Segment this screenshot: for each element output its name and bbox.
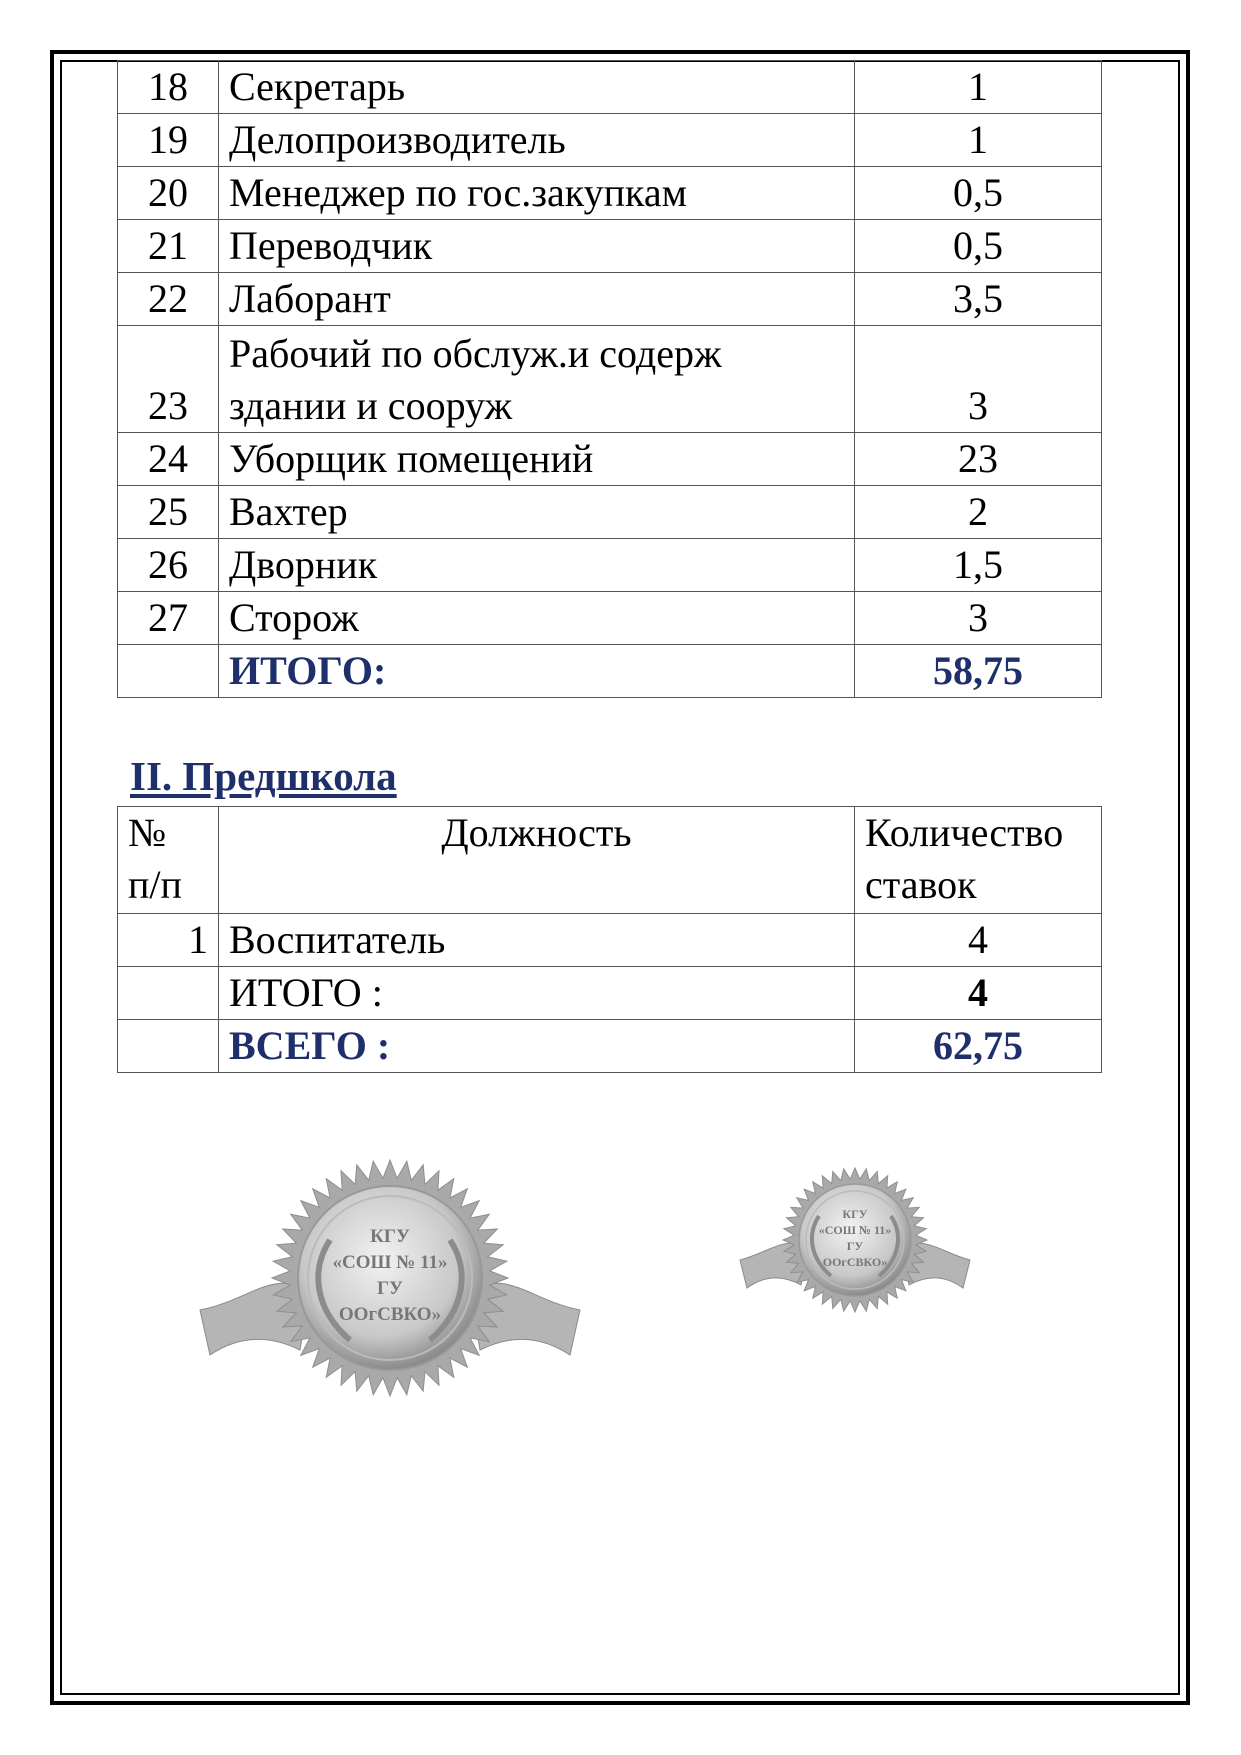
header-position: Должность: [219, 807, 855, 914]
table-row: [118, 539, 1102, 592]
table-row: [118, 592, 1102, 645]
empty-cell: [118, 1020, 219, 1073]
row-number: 18: [118, 61, 219, 114]
seal-emblem-icon: [190, 1150, 590, 1410]
header-quantity-line2: ставок: [865, 862, 977, 907]
rate-count: 0,5: [855, 220, 1102, 273]
position-name: Сторож: [219, 592, 855, 645]
row-number: 23: [118, 326, 219, 433]
table-row: [118, 326, 1102, 433]
total-label: ИТОГО:: [219, 645, 855, 698]
seal-emblem-icon: [735, 1160, 975, 1330]
grand-total-row: [118, 1020, 1102, 1073]
rate-count: 0,5: [855, 167, 1102, 220]
header-quantity-line1: Количество: [865, 810, 1064, 855]
position-name: Дворник: [219, 539, 855, 592]
row-number: 21: [118, 220, 219, 273]
row-number: 25: [118, 486, 219, 539]
position-name: Менеджер по гос.закупкам: [219, 167, 855, 220]
total-row: [118, 645, 1102, 698]
rate-count: 3: [855, 592, 1102, 645]
row-number: 20: [118, 167, 219, 220]
position-name: Переводчик: [219, 220, 855, 273]
seal-text-line3: ГУ: [376, 1278, 404, 1299]
rate-count: 1: [855, 61, 1102, 114]
table-row: [118, 114, 1102, 167]
table-row: [118, 61, 1102, 114]
header-quantity: [855, 807, 1102, 914]
position-name: Вахтер: [219, 486, 855, 539]
empty-cell: [118, 645, 219, 698]
position-name: Лаборант: [219, 273, 855, 326]
position-name: Делопроизводитель: [219, 114, 855, 167]
position-name-line1: Рабочий по обслуж.и содерж: [229, 331, 722, 376]
position-name: Воспитатель: [219, 914, 855, 967]
row-number: 26: [118, 539, 219, 592]
header-number-line1: №: [128, 810, 167, 855]
seal-large: [190, 1150, 590, 1410]
row-number: 19: [118, 114, 219, 167]
subtotal-value: 4: [855, 967, 1102, 1020]
grand-total-value: 62,75: [855, 1020, 1102, 1073]
position-name: Уборщик помещений: [219, 433, 855, 486]
seal-small: [735, 1160, 975, 1330]
seal-small-text-line2: «СОШ № 11»: [818, 1223, 892, 1237]
seal-small-text-line1: КГУ: [842, 1207, 868, 1221]
total-value: 58,75: [855, 645, 1102, 698]
table-row: [118, 220, 1102, 273]
row-number: 22: [118, 273, 219, 326]
row-number: 1: [118, 914, 219, 967]
table-row: [118, 167, 1102, 220]
rate-count: 1: [855, 114, 1102, 167]
rate-count: 4: [855, 914, 1102, 967]
empty-cell: [118, 967, 219, 1020]
position-name: [219, 326, 855, 433]
subtotal-row: [118, 967, 1102, 1020]
position-name: Секретарь: [219, 61, 855, 114]
table-row: [118, 914, 1102, 967]
rate-count: 23: [855, 433, 1102, 486]
seal-text-line2: «СОШ № 11»: [332, 1252, 448, 1273]
seal-text-line1: КГУ: [370, 1226, 410, 1247]
staff-table-main: [117, 60, 1102, 698]
seal-small-text-line3: ГУ: [846, 1239, 864, 1253]
row-number: 27: [118, 592, 219, 645]
seal-small-text-line4: ООгСВКО»: [822, 1255, 888, 1269]
section-title: II. Предшкола: [130, 753, 397, 799]
table-header-row: [118, 807, 1102, 914]
table-row: [118, 433, 1102, 486]
seal-text-line4: ООгСВКО»: [338, 1304, 442, 1325]
header-number-line2: п/п: [128, 862, 182, 907]
position-name-line2: здании и сооруж: [229, 383, 513, 428]
rate-count: 2: [855, 486, 1102, 539]
header-number: [118, 807, 219, 914]
rate-count: 3,5: [855, 273, 1102, 326]
staff-table-preschool: [117, 806, 1102, 1073]
rate-count: 1,5: [855, 539, 1102, 592]
rate-count: 3: [855, 326, 1102, 433]
subtotal-label: ИТОГО :: [219, 967, 855, 1020]
table-row: [118, 273, 1102, 326]
table-row: [118, 486, 1102, 539]
grand-total-label: ВСЕГО :: [219, 1020, 855, 1073]
row-number: 24: [118, 433, 219, 486]
